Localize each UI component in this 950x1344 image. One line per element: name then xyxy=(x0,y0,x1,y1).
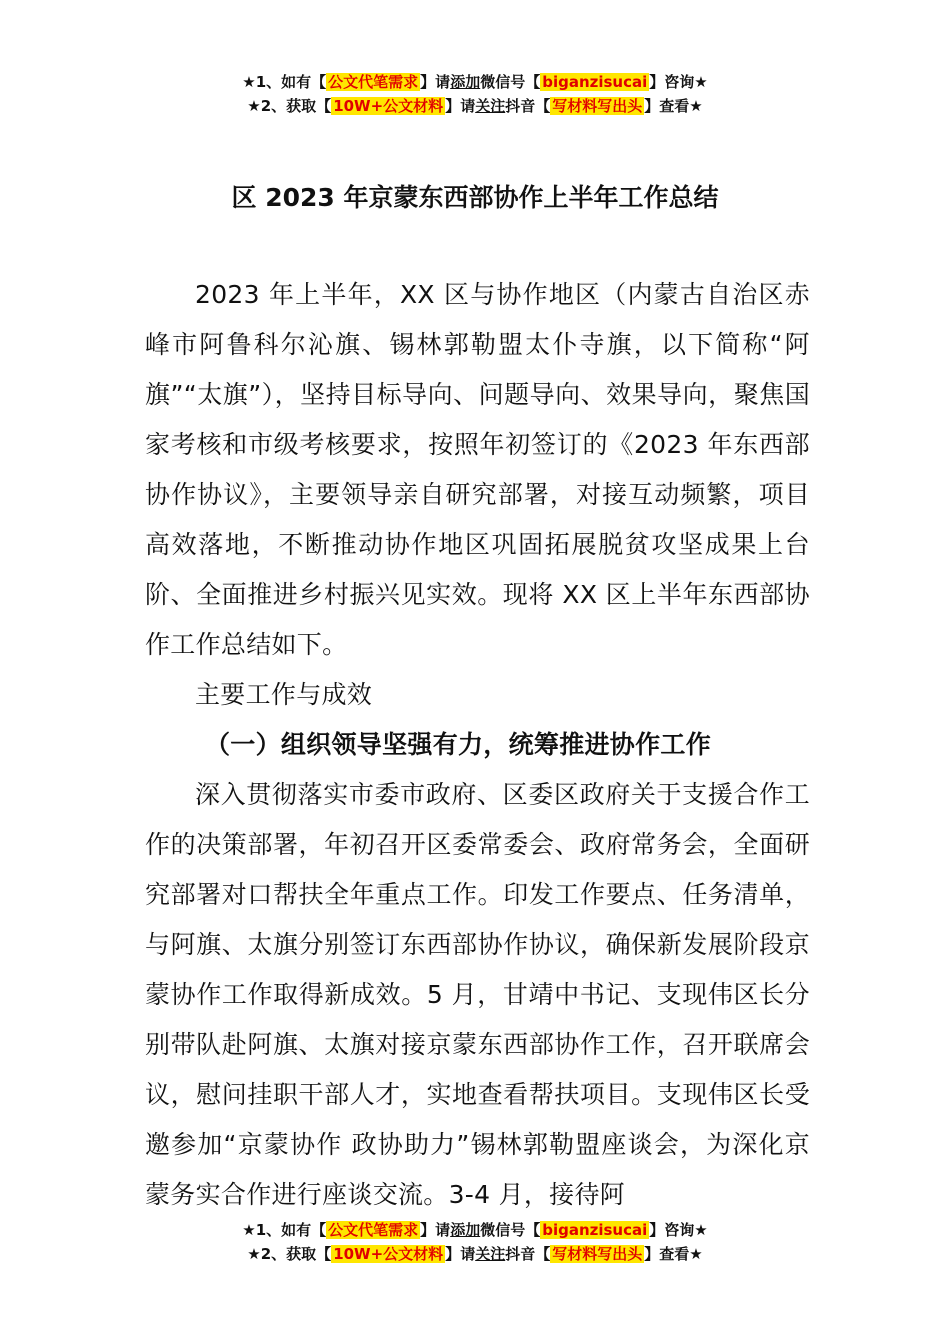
underlined-text: 关注 xyxy=(475,97,506,115)
paragraph: 深入贯彻落实市委市政府、区委区政府关于支援合作工作的决策部署，年初召开区委常委会、政府常务会，全面研究部署对口帮扶全年重点工作。印发工作要点、任务清单，与阿旗、太旗分别签订东西部协作协议，确保新发展阶段京蒙协作工作取得新成效。5 月，甘靖中书记、支现伟区长分别带队赴阿旗、太旗对接京蒙东西部协作工作，召开联席会议，慰问挂职干部人才，实地查看帮扶项目。支现伟区长受邀参加“京蒙协作 政协助力”锡林郭勒盟座谈会，为深化京蒙务实合作进行座谈交流。3-4 月，接待阿 xyxy=(145,780,810,1209)
document-body xyxy=(145,270,810,1220)
banner-text: 】请 xyxy=(420,1221,451,1239)
paragraph: 主要工作与成效 xyxy=(195,680,373,709)
highlight-text: 写材料写出头 xyxy=(552,97,643,115)
highlight-text: 10W+公文材料 xyxy=(333,97,444,115)
banner-line-2 xyxy=(0,1242,950,1266)
banner-text: 1、如有【 xyxy=(255,73,327,91)
banner-text: 微信号【 xyxy=(480,73,541,91)
banner-text: 抖音【 xyxy=(505,97,551,115)
footer-banner xyxy=(0,1218,950,1266)
highlight-text: 公文代笔需求 xyxy=(328,1221,419,1239)
banner-line-1 xyxy=(0,1218,950,1242)
highlight-text: biganzisucai xyxy=(542,73,648,91)
highlight-text: 公文代笔需求 xyxy=(328,73,419,91)
banner-text: 】查看★ xyxy=(644,1245,703,1263)
highlight-text: 写材料写出头 xyxy=(552,1245,643,1263)
banner-text: 1、如有【 xyxy=(255,1221,327,1239)
underlined-text: 添加 xyxy=(450,1221,481,1239)
banner-text: 微信号【 xyxy=(480,1221,541,1239)
banner-text: 2、获取【 xyxy=(260,97,332,115)
document-title: 区 2023 年京蒙东西部协作上半年工作总结 xyxy=(231,183,719,212)
banner-line-1 xyxy=(0,70,950,94)
star-icon: ★ xyxy=(247,97,261,115)
star-icon: ★ xyxy=(247,1245,261,1263)
paragraph: 2023 年上半年，XX 区与协作地区（内蒙古自治区赤峰市阿鲁科尔沁旗、锡林郭勒盟太仆寺旗，以下简称“阿旗”“太旗”），坚持目标导向、问题导向、效果导向，聚焦国家考核和市级考核要求，按照年初签订的《2023 年东西部协作协议》，主要领导亲自研究部署，对接互动频繁，项目高效落地，不断推动协作地区巩固拓展脱贫攻坚成果上台阶、全面推进乡村振兴见实效。现将 XX 区上半年东西部协作工作总结如下。 xyxy=(145,280,810,659)
banner-line-2 xyxy=(0,94,950,118)
highlight-text: 10W+公文材料 xyxy=(333,1245,444,1263)
star-icon: ★ xyxy=(242,1221,256,1239)
banner-text: 2、获取【 xyxy=(260,1245,332,1263)
underlined-text: 关注 xyxy=(475,1245,506,1263)
banner-text: 】咨询★ xyxy=(649,73,708,91)
header-banner xyxy=(0,70,950,118)
banner-text: 】请 xyxy=(445,97,476,115)
banner-text: 】咨询★ xyxy=(649,1221,708,1239)
section-heading: （一）组织领导坚强有力，统筹推进协作工作 xyxy=(205,730,712,759)
highlight-text: biganzisucai xyxy=(542,1221,648,1239)
banner-text: 】查看★ xyxy=(644,97,703,115)
banner-text: 】请 xyxy=(445,1245,476,1263)
star-icon: ★ xyxy=(242,73,256,91)
banner-text: 抖音【 xyxy=(505,1245,551,1263)
banner-text: 】请 xyxy=(420,73,451,91)
underlined-text: 添加 xyxy=(450,73,481,91)
